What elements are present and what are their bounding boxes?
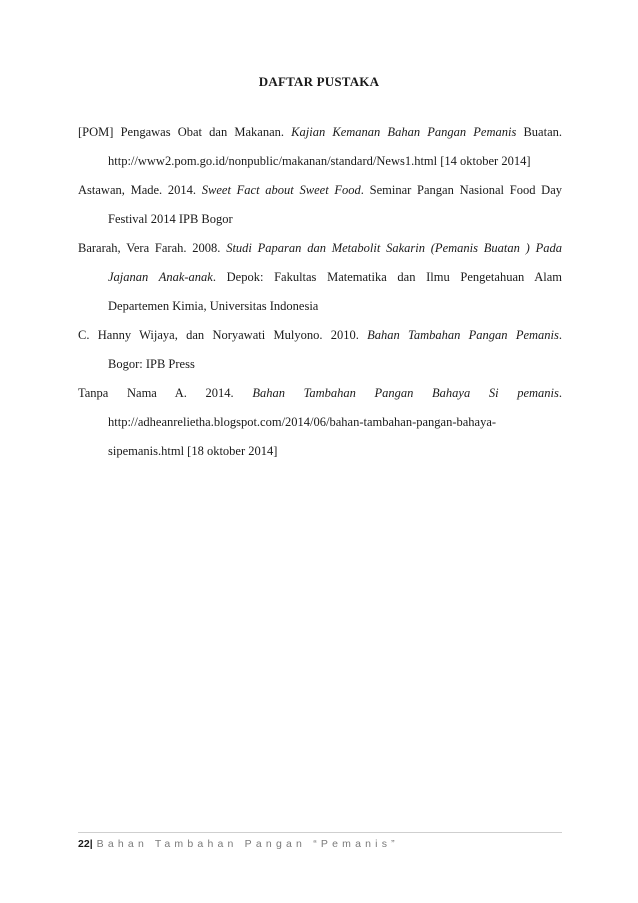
reference-text: Departemen Kimia, Universitas Indonesia xyxy=(108,299,319,313)
reference-text: . Seminar Pangan Nasional Food Day xyxy=(360,183,562,197)
reference-line xyxy=(78,118,562,147)
reference-title: Bahan Tambahan Pangan Pemanis xyxy=(367,328,559,342)
reference-title: Bahan Tambahan Pangan Bahaya Si pemanis xyxy=(252,386,559,400)
reference-text: Festival 2014 IPB Bogor xyxy=(108,212,233,226)
footer-document-title: Bahan Tambahan Pangan “Pemanis” xyxy=(96,838,399,850)
reference-line xyxy=(78,205,562,234)
reference-text: Buatan. xyxy=(516,125,562,139)
reference-entry xyxy=(78,118,562,176)
reference-line xyxy=(78,379,562,408)
reference-text: Bararah, Vera Farah. 2008. xyxy=(78,241,227,255)
footer-separator: | xyxy=(89,838,93,850)
reference-line xyxy=(78,263,562,292)
reference-title: Kajian Kemanan Bahan Pangan Pemanis xyxy=(291,125,517,139)
page-footer xyxy=(78,838,399,850)
reference-text: Astawan, Made. 2014. xyxy=(78,183,202,197)
reference-entry xyxy=(78,379,562,466)
reference-text: http://www2.pom.go.id/nonpublic/makanan/standard/News1.html [14 oktober 2014] xyxy=(108,154,531,168)
reference-text: Bogor: IPB Press xyxy=(108,357,195,371)
footer-divider xyxy=(78,832,562,833)
reference-line xyxy=(78,350,562,379)
reference-text: sipemanis.html [18 oktober 2014] xyxy=(108,444,278,458)
reference-list xyxy=(78,118,562,466)
reference-title: Sweet Fact about Sweet Food xyxy=(201,183,361,197)
reference-entry xyxy=(78,321,562,379)
reference-text: Tanpa Nama A. 2014. xyxy=(78,386,253,400)
reference-title: Jajanan Anak-anak xyxy=(108,270,213,284)
reference-line xyxy=(78,408,562,437)
reference-text: . xyxy=(558,386,562,400)
reference-text: [POM] Pengawas Obat dan Makanan. xyxy=(78,125,292,139)
reference-line xyxy=(78,147,562,176)
reference-text: . Depok: Fakultas Matematika dan Ilmu Pengetahuan Alam xyxy=(212,270,562,284)
reference-title: Studi Paparan dan Metabolit Sakarin (Pemanis Buatan ) Pada xyxy=(226,241,562,255)
reference-line xyxy=(78,437,562,466)
reference-text: http://adheanrelietha.blogspot.com/2014/06/bahan-tambahan-pangan-bahaya- xyxy=(108,415,497,429)
reference-line xyxy=(78,292,562,321)
reference-line xyxy=(78,234,562,263)
reference-line xyxy=(78,321,562,350)
reference-text: C. Hanny Wijaya, dan Noryawati Mulyono. 2010. xyxy=(78,328,368,342)
reference-text: . xyxy=(558,328,562,342)
reference-entry xyxy=(78,176,562,234)
page-title: DAFTAR PUSTAKA xyxy=(258,74,380,89)
page-number: 22 xyxy=(78,838,90,850)
reference-entry xyxy=(78,234,562,321)
reference-line xyxy=(78,176,562,205)
